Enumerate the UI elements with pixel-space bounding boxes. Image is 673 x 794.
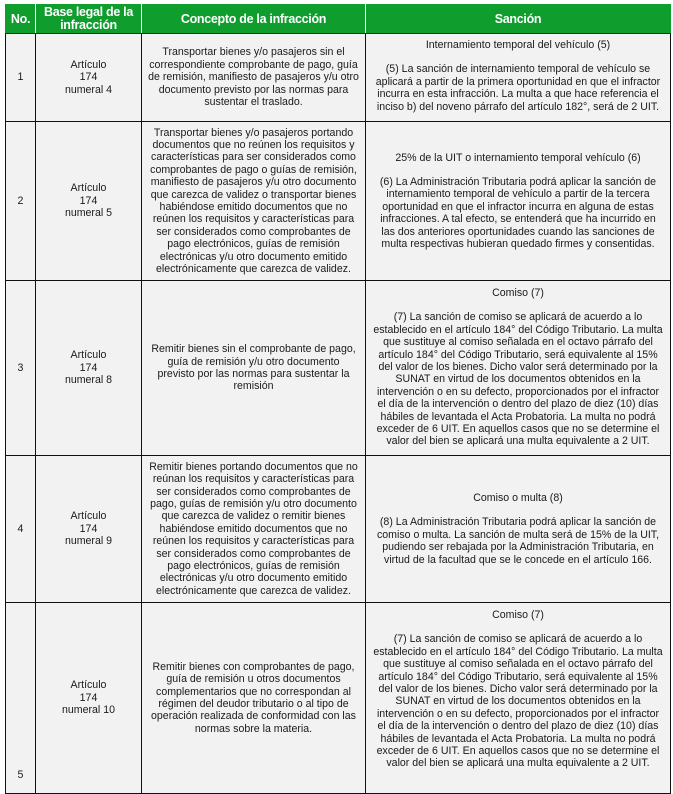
sancion-title: Comiso o multa (8) [473,491,563,504]
sancion-note: (5) La sanción de internamiento temporal de vehículo se aplicará a partir de la primera oportunidad en que el infractor incurra en esta infracción. La multa a que hace referencia el inciso b) del noveno párrafo del artículo 182°, será de 2 UIT. [375,63,661,113]
sancion-note: (6) La Administración Tributaria podrá aplicar la sanción de internamiento temporal de vehículo a partir de la tercera oportunidad en que el infractor incurra en alguna de estas infracciones. A tal efecto, se entenderá que ha incurrido en las dos anteriores oportunidades cuando las sanciones de multa respectivas hubieran quedado firmes y consentidas. [379,175,657,251]
base-legal-article: Artículo [70,510,107,523]
base-legal-article: Artículo [70,349,107,362]
row-number: 5 [6,603,36,794]
row-number: 2 [6,122,36,281]
sancion-cell [366,122,671,281]
concepto-cell: Transportar bienes y/o pasajeros portando documentos que no reúnen los requisitos y características para ser considerados como comprobantes de pago o guías de remisión, manifiesto de pasajeros y/u otro documento que carezca de validez o transportar bienes habiéndose emitido documentos que no reúnen los requisitos y características para ser considerados como comprobantes de pago electrónicos, guías de remisión electrónicas y/u otro documento emitido electrónicamente que carezca de validez. [142,122,366,281]
base-legal-number: 174 [79,691,98,704]
base-legal-number: 174 [79,522,98,535]
header-concepto: Concepto de la infracción [142,5,366,34]
table-row [6,603,671,794]
base-legal-article: Artículo [70,679,107,692]
base-legal-cell [36,34,142,122]
sancion-title: Internamiento temporal del vehículo (5) [425,39,611,51]
table-row [6,456,671,603]
sancion-cell [366,281,671,456]
sancion-cell [366,34,671,122]
base-legal-cell [36,456,142,603]
header-sancion: Sanción [366,5,671,34]
table-row [6,34,671,122]
sancion-cell [366,456,671,603]
base-legal-numeral: numeral 4 [64,83,113,96]
sancion-note: (8) La Administración Tributaria podrá aplicar la sanción de comiso o multa. La sanción de multa será de 15% de la UIT, pudiendo ser rebajada por la Administración Tributaria, en virtud de la facultad que se le concede en el artículo 166. [376,516,660,566]
base-legal-number: 174 [79,194,98,207]
header-no: No. [6,5,36,34]
base-legal-number: 174 [79,71,98,84]
sancion-title: 25% de la UIT o internamiento temporal vehículo (6) [395,151,641,164]
sancion-note: (7) La sanción de comiso se aplicará de acuerdo a lo establecido en el artículo 184° del Código Tributario. La multa que sustituye al comiso señalada en el octavo párrafo del artículo 184° del Código Tributario, será equivalente al 15% del valor de los bienes. Dicho valor será determinado por la SUNAT en virtud de los documentos obtenidos en la intervención o en su defecto, proporcionados por el infractor el día de la intervención o dentro del plazo de diez (10) días hábiles de levantada el Acta Probatoria. La multa no podrá exceder de 6 UIT. En aquellos casos que no se determine el valor del bien se aplicará una multa equivalente a 2 UIT. [373,633,663,770]
base-legal-cell [36,122,142,281]
base-legal-numeral: numeral 9 [64,535,113,548]
row-number: 4 [6,456,36,603]
concepto-cell: Transportar bienes y/o pasajeros sin el correspondiente comprobante de pago, guía de remisión, manifiesto de pasajeros y/u otro documento previsto por las normas para sustentar el traslado. [142,34,366,122]
header-base-legal: Base legal de la infracción [36,5,142,34]
row-number: 1 [6,34,36,122]
sancion-title: Comiso (7) [492,609,544,621]
sancion-cell [366,603,671,794]
table-row [6,281,671,456]
concepto-cell: Remitir bienes sin el comprobante de pago, guía de remisión y/u otro documento previsto por las normas para sustentar la remisión [142,281,366,456]
infractions-table [5,4,671,794]
concepto-cell: Remitir bienes con comprobantes de pago, guía de remisión u otros documentos complementarios que no correspondan al régimen del deudor tributario o al tipo de operación realizada de conformidad con las normas sobre la materia. [142,603,366,794]
concepto-cell: Remitir bienes portando documentos que no reúnan los requisitos y características para ser considerados como comprobantes de pago, guías de remisión y/u otro documento que carezca de validez o remitir bienes habiéndose emitido documentos que no reúnen los requisitos y características para ser considerados como comprobantes de pago electrónicos, guías de remisión electrónicas y/u otro documento emitido electrónicamente que carezca de validez. [142,456,366,603]
row-number: 3 [6,281,36,456]
base-legal-article: Artículo [70,182,107,195]
base-legal-numeral: numeral 8 [64,374,113,387]
base-legal-number: 174 [79,361,98,374]
base-legal-numeral: numeral 10 [62,704,115,717]
table-row [6,122,671,281]
sancion-title: Comiso (7) [492,287,544,299]
base-legal-numeral: numeral 5 [64,207,113,220]
base-legal-cell [36,603,142,794]
base-legal-article: Artículo [70,58,107,71]
sancion-note: (7) La sanción de comiso se aplicará de acuerdo a lo establecido en el artículo 184° del Código Tributario. La multa que sustituye al comiso señalada en el octavo párrafo del artículo 184° del Código Tributario, será equivalente al 15% del valor de los bienes. Dicho valor será determinado por la SUNAT en virtud de los documentos obtenidos en la intervención o en su defecto, proporcionados por el infractor el día de la intervención o dentro del plazo de diez (10) días hábiles de levantada el Acta Probatoria. La multa no podrá exceder de 6 UIT. En aquellos casos que no se determine el valor del bien se aplicará una multa equivalente a 2 UIT. [373,311,663,448]
header-row [6,5,671,34]
base-legal-cell [36,281,142,456]
